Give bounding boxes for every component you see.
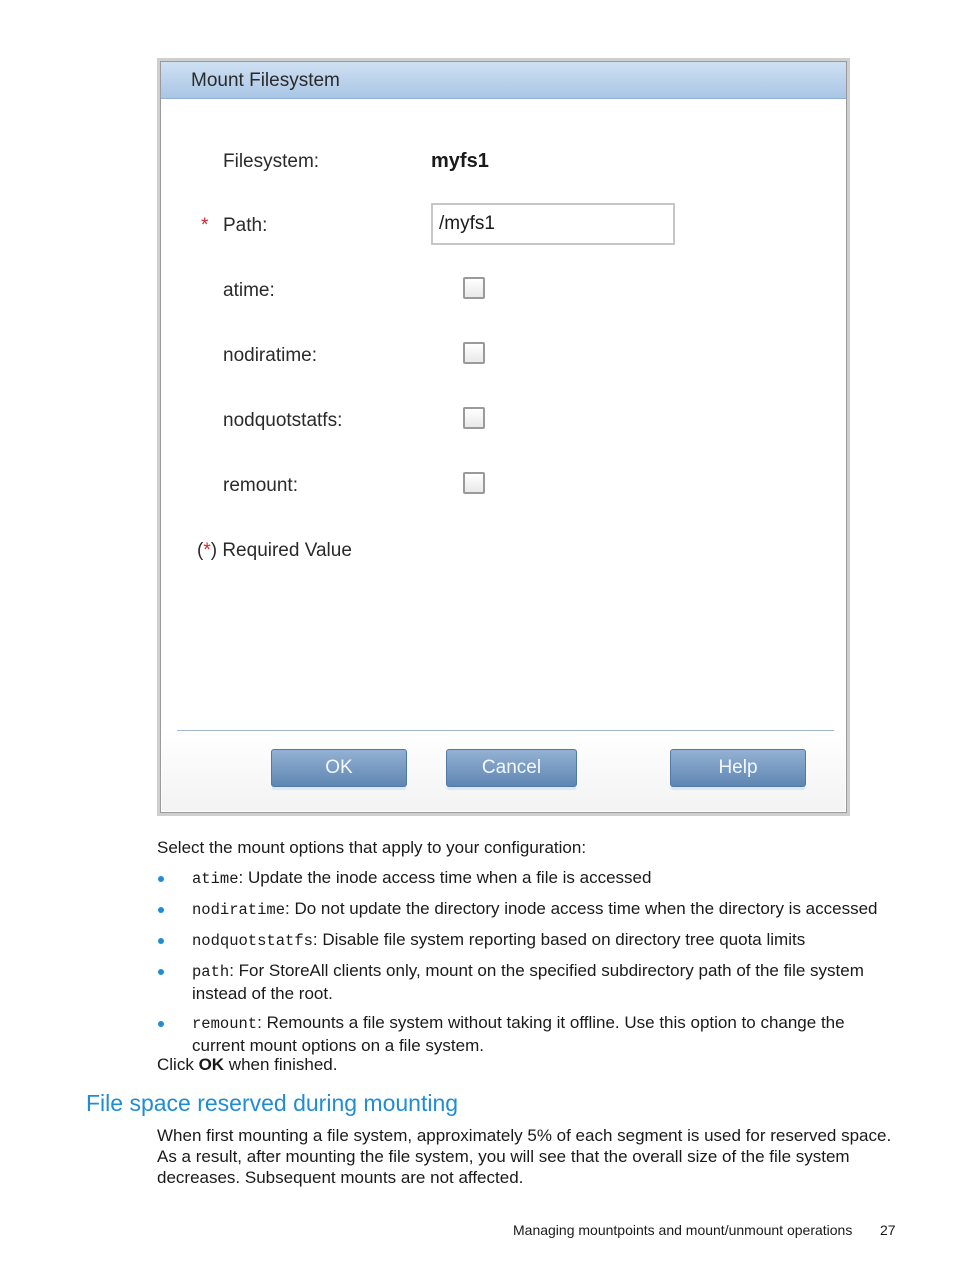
option-code: nodiratime: [192, 901, 286, 919]
remount-label: remount:: [223, 475, 298, 496]
list-item: [157, 929, 902, 952]
intro-text: Select the mount options that apply to your configuration:: [157, 838, 587, 857]
section-heading: File space reserved during mounting: [86, 1090, 459, 1116]
bullet-icon: [158, 907, 164, 913]
footer-separator: [177, 730, 834, 731]
list-item: [157, 898, 902, 921]
list-item: [157, 960, 902, 1004]
required-note-asterisk: *: [203, 540, 211, 561]
nodiratime-checkbox[interactable]: [463, 342, 485, 364]
bullet-icon: [158, 969, 164, 975]
option-code: remount: [192, 1015, 258, 1033]
remount-checkbox[interactable]: [463, 472, 485, 494]
ok-button[interactable]: OK: [271, 749, 407, 787]
cancel-button[interactable]: Cancel: [446, 749, 577, 787]
dialog-title-bar: [161, 62, 846, 99]
bullet-icon: [158, 938, 164, 944]
ok-emphasis: OK: [198, 1055, 225, 1074]
atime-label: atime:: [223, 280, 275, 301]
option-description: : For StoreAll clients only, mount on the specified subdirectory path of the file system instead of the root.: [192, 961, 864, 1003]
filesystem-value: myfs1: [431, 150, 489, 172]
page-number: 27: [880, 1222, 896, 1238]
option-description: : Do not update the directory inode access time when the directory is accessed: [285, 899, 878, 918]
dialog-title: Mount Filesystem: [191, 70, 340, 91]
option-description: : Remounts a file system without taking it offline. Use this option to change the current mount options on a file system.: [192, 1013, 845, 1055]
option-description: : Update the inode access time when a file is accessed: [238, 868, 652, 887]
dialog-body: [160, 61, 847, 813]
bullet-icon: [158, 1021, 164, 1027]
required-asterisk-icon: *: [201, 215, 209, 236]
page-footer-title: Managing mountpoints and mount/unmount operations: [513, 1222, 853, 1238]
filesystem-label: Filesystem:: [223, 151, 320, 172]
option-description: : Disable file system reporting based on directory tree quota limits: [312, 930, 806, 949]
nodquotstatfs-checkbox[interactable]: [463, 407, 485, 429]
bullet-icon: [158, 876, 164, 882]
click-ok-instruction: Click OK when finished.: [157, 1055, 338, 1074]
option-code: nodquotstatfs: [192, 932, 313, 950]
nodquotstatfs-label: nodquotstatfs:: [223, 410, 343, 431]
path-input[interactable]: [431, 203, 675, 245]
mount-options-list: [157, 867, 902, 1064]
list-item: [157, 1012, 902, 1056]
help-button[interactable]: Help: [670, 749, 806, 787]
atime-checkbox[interactable]: [463, 277, 485, 299]
nodiratime-label: nodiratime:: [223, 345, 317, 366]
mount-filesystem-dialog: [157, 58, 850, 816]
path-label: Path:: [223, 215, 268, 236]
option-code: path: [192, 963, 230, 981]
section-body: When first mounting a file system, approximately 5% of each segment is used for reserved space. As a result, after mounting the file system, you will see that the overall size of the file system decreases. Subsequent mounts are not affected.: [157, 1126, 892, 1187]
option-code: atime: [192, 870, 239, 888]
list-item: [157, 867, 902, 890]
required-value-note: (*) Required Value: [197, 540, 352, 561]
